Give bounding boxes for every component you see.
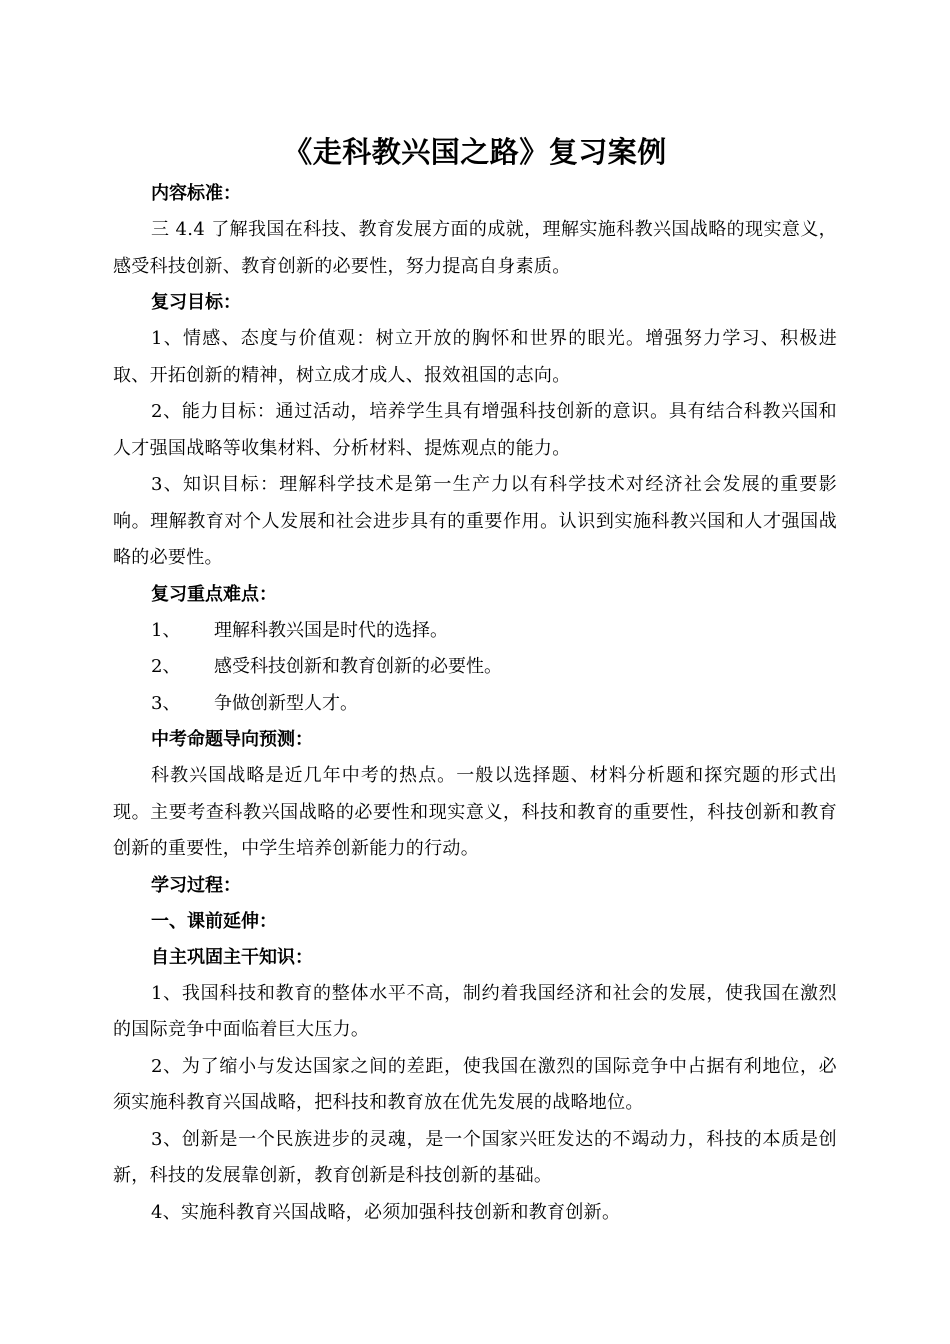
self-review-heading: 自主巩固主干知识： <box>151 946 313 968</box>
pre-class-heading: 一、课前延伸： <box>151 910 277 932</box>
key-point-item <box>113 613 837 650</box>
key-point-text: 感受科技创新和教育创新的必要性。 <box>214 656 502 677</box>
review-goals-heading: 复习目标： <box>151 292 241 313</box>
key-point-number: 1、 <box>151 619 181 641</box>
learning-process-heading: 学习过程： <box>151 874 241 896</box>
key-point-text: 理解科教兴国是时代的选择。 <box>214 619 448 641</box>
review-goal-item: 2、能力目标：通过活动，培养学生具有增强科技创新的意识。具有结合科教兴国和人才强国战略等收集材料、分析材料、提炼观点的能力。 <box>113 401 837 459</box>
knowledge-item: 4、实施科教育兴国战略，必须加强科技创新和教育创新。 <box>151 1201 621 1223</box>
key-point-number: 3、 <box>151 692 181 714</box>
exam-forecast-text: 科教兴国战略是近几年中考的热点。一般以选择题、材料分析题和探究题的形式出现。主要考查科教兴国战略的必要性和现实意义，科技和教育的重要性，科技创新和教育创新的重要性，中学生培养创新能力的行动。 <box>113 765 837 859</box>
key-point-item <box>113 649 837 686</box>
content-standard-text: 三 4.4 了解我国在科技、教育发展方面的成就，理解实施科教兴国战略的现实意义，感受科技创新、教育创新的必要性，努力提高自身素质。 <box>113 219 837 277</box>
knowledge-item: 3、创新是一个民族进步的灵魂，是一个国家兴旺发达的不竭动力，科技的本质是创新，科技的发展靠创新，教育创新是科技创新的基础。 <box>113 1128 837 1186</box>
key-points-heading: 复习重点难点： <box>151 583 277 605</box>
review-goal-item: 1、情感、态度与价值观：树立开放的胸怀和世界的眼光。增强努力学习、积极进取、开拓创新的精神，树立成才成人、报效祖国的志向。 <box>113 328 837 386</box>
document-title: 《走科教兴国之路》复习案例 <box>283 135 667 169</box>
knowledge-item: 1、我国科技和教育的整体水平不高，制约着我国经济和社会的发展，使我国在激烈的国际竞争中面临着巨大压力。 <box>113 982 837 1040</box>
knowledge-item: 2、为了缩小与发达国家之间的差距，使我国在激烈的国际竞争中占据有利地位，必须实施科教育兴国战略，把科技和教育放在优先发展的战略地位。 <box>113 1055 837 1113</box>
document-page <box>113 130 837 1231</box>
key-point-number: 2、 <box>151 656 181 677</box>
content-standard-heading: 内容标准： <box>151 183 241 204</box>
key-point-text: 争做创新型人才。 <box>214 692 358 714</box>
exam-forecast-heading: 中考命题导向预测： <box>151 729 313 750</box>
key-point-item <box>113 686 837 723</box>
review-goal-item: 3、知识目标：理解科学技术是第一生产力以有科学技术对经济社会发展的重要影响。理解教育对个人发展和社会进步具有的重要作用。认识到实施科教兴国和人才强国战略的必要性。 <box>113 474 837 568</box>
